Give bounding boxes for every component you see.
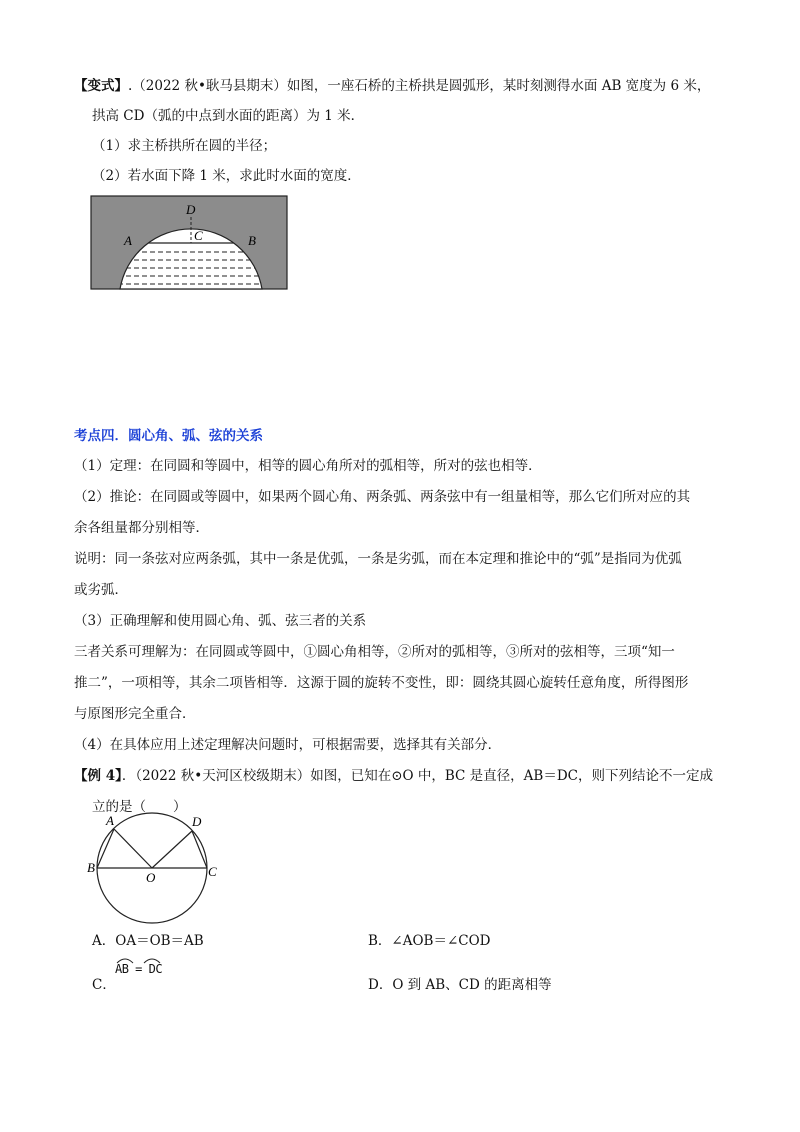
label-b: B	[248, 233, 256, 248]
radius-od	[152, 831, 192, 868]
section-p1: （1）定理：在同圆和等圆中，相等的圆心角所对的弧相等，所对的弦也相等．	[74, 458, 542, 474]
section-p5b: 推二”，一项相等，其余二项皆相等．这源于圆的旋转不变性，即：圆绕其圆心旋转任意角度，所得图形	[74, 675, 689, 691]
option-c-formula-wrap	[114, 954, 164, 980]
bridge-figure	[90, 195, 290, 292]
example-line-2: 立的是（ ）	[92, 799, 187, 815]
label-d: D	[186, 202, 196, 217]
example-line-1	[74, 766, 713, 786]
section-p4: （3）正确理解和使用圆心角、弧、弦三者的关系	[74, 613, 367, 629]
option-b[interactable]: B．∠AOB＝∠COD	[368, 933, 491, 949]
variant-text-1: .（2022 秋•耿马县期末）如图，一座石桥的主桥拱是圆弧形，某时刻测得水面 AB 宽度为 6 米，	[128, 78, 711, 94]
label-o-circle: O	[146, 870, 156, 885]
section-p3b: 或劣弧．	[74, 582, 128, 598]
option-c-formula: AB = DC	[115, 962, 163, 976]
section-p5c: 与原图形完全重合．	[74, 706, 196, 722]
option-c[interactable]	[92, 975, 116, 995]
chord-dc	[192, 831, 207, 868]
example-text-1: ．（2022 秋•天河区校级期末）如图，已知在⊙O 中，BC 是直径，AB＝DC，则下列结论不一定成	[121, 768, 713, 784]
option-c-prefix: C．	[92, 977, 116, 993]
section-p2a: （2）推论：在同圆或等圆中，如果两个圆心角、两条弧、两条弦中有一组量相等，那么它们所对应的其	[74, 489, 691, 505]
variant-line-1	[74, 76, 710, 96]
variant-question-2: （2）若水面下降 1 米，求此时水面的宽度．	[92, 168, 361, 184]
section-heading: 考点四．圆心角、弧、弦的关系	[74, 428, 263, 444]
variant-line-2: 拱高 CD（弧的中点到水面的距离）为 1 米．	[92, 108, 365, 124]
variant-question-1: （1）求主桥拱所在圆的半径；	[92, 138, 277, 154]
section-p3a: 说明：同一条弦对应两条弧，其中一条是优弧，一条是劣弧，而在本定理和推论中的“弧”是指同为优弧	[74, 551, 682, 567]
label-d-circle: D	[192, 814, 202, 829]
label-b-circle: B	[87, 860, 95, 875]
section-p6: （4）在具体应用上述定理解决问题时，可根据需要，选择其有关部分．	[74, 737, 502, 753]
option-d[interactable]: D．O 到 AB、CD 的距离相等	[368, 977, 552, 993]
section-p5a: 三者关系可理解为：在同圆或等圆中，①圆心角相等，②所对的弧相等，③所对的弦相等，三项“知一	[74, 644, 675, 660]
label-c: C	[194, 228, 203, 243]
section-p2b: 余各组量都分别相等．	[74, 520, 209, 536]
variant-tag: 【变式】	[74, 78, 128, 94]
chord-ab	[97, 829, 114, 868]
label-a: A	[124, 233, 132, 248]
circle-figure	[86, 808, 226, 926]
label-c-circle: C	[208, 864, 217, 879]
radius-oa	[114, 829, 152, 868]
example-tag: 【例 4】	[74, 768, 122, 784]
option-a[interactable]: A．OA＝OB＝AB	[92, 933, 204, 949]
label-a-circle: A	[106, 813, 114, 828]
